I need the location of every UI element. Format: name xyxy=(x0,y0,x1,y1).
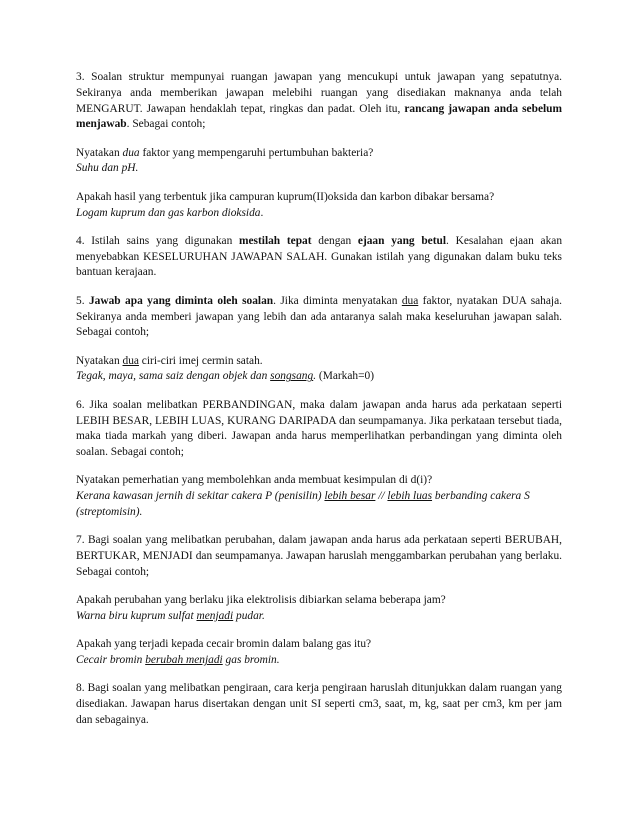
a-text: Warna biru kuprum sulfat xyxy=(76,610,197,623)
a-text: Kerana kawasan jernih di sekitar cakera P (penisilin) xyxy=(76,490,325,503)
a-text: berbanding cakera S (streptomisin). xyxy=(76,490,530,519)
p4-bold-1: mestilah tepat xyxy=(239,234,312,247)
paragraph-4 xyxy=(76,234,562,281)
example-5-question: Apakah perubahan yang berlaku jika elektrolisis dibiarkan selama beberapa jam? xyxy=(76,594,446,607)
a-text: Tegak, maya, sama saiz dengan objek dan xyxy=(76,370,271,383)
p4-text: 4. Istilah sains yang digunakan xyxy=(76,234,240,247)
paragraph-3-end: . Sebagai contoh; xyxy=(126,118,206,131)
mark-label: (Markah=0) xyxy=(316,370,375,383)
p5-underline: dua xyxy=(401,294,419,307)
example-3-answer xyxy=(76,369,562,385)
a-text: . xyxy=(313,370,317,383)
example-1-question xyxy=(76,146,562,162)
q-text: Nyatakan xyxy=(76,354,123,367)
paragraph-6: 6. Jika soalan melibatkan PERBANDINGAN, maka dalam jawapan anda harus ada perkataan seperti LEBIH BESAR, LEBIH LUAS, KURANG DARIPADA dan seumpamanya. Jika perkataan tersebut tiada, maka tiada markah yang diberi. Jawapan anda harus memperlihatkan perbandingan yang diminta oleh soalan. Sebagai contoh; xyxy=(76,398,562,459)
q-text: Nyatakan xyxy=(76,146,123,159)
paragraph-3 xyxy=(76,70,562,133)
a-text: gas bromin. xyxy=(222,654,280,667)
q-underline: dua xyxy=(122,354,139,367)
paragraph-7: 7. Bagi soalan yang melibatkan perubahan, dalam jawapan anda harus ada perkataan seperti BERUBAH, BERTUKAR, MENJADI dan seumpamanya. Jawapan haruslah menggambarkan perubahan yang berlaku. Sebagai contoh; xyxy=(76,534,562,578)
a-end: . xyxy=(260,206,264,219)
q-text: faktor yang mempengaruhi pertumbuhan bakteria? xyxy=(139,146,374,159)
paragraph-8: 8. Bagi soalan yang melibatkan pengiraan, cara kerja pengiraan haruslah ditunjukkan dalam ruangan yang disediakan. Jawapan harus disertakan dengan unit SI seperti cm3, saat, m, kg, saat per cm3, km per jam dan sebagainya. xyxy=(76,682,562,726)
paragraph-3-text: 3. Soalan struktur mempunyai ruangan jawapan yang mencukupi untuk jawapan yang sepatutnya. Sekiranya anda memberikan jawapan melebihi ruangan yang disediakan maknanya anda telah MENGARUT. Jawapan hendaklah tepat, ringkas dan padat. Oleh itu, xyxy=(76,71,562,115)
example-4 xyxy=(76,473,562,520)
p5-text: faktor, nyatakan DUA sahaja. Sekiranya anda memberi jawapan yang lebih dan ada antaranya salah maka keseluruhan jawapan salah. Sebagai contoh; xyxy=(76,294,563,339)
p4-text: dengan xyxy=(311,234,358,247)
a-underline: songsang xyxy=(270,370,314,383)
p4-bold-2: ejaan yang betul xyxy=(357,234,447,247)
a-text: Logam kuprum dan gas karbon dioksida xyxy=(76,206,261,219)
a-text: // xyxy=(375,490,388,503)
p5-text: . Jika diminta menyatakan xyxy=(273,294,402,307)
example-4-question: Nyatakan pemerhatian yang membolehkan anda membuat kesimpulan di d(i)? xyxy=(76,474,433,487)
example-3-question xyxy=(76,354,562,370)
a-text: Cecair bromin xyxy=(76,654,146,667)
example-4-answer xyxy=(76,489,562,521)
paragraph-3-bold: rancang jawapan anda sebelum menjawab xyxy=(76,102,562,131)
a-underline: menjadi xyxy=(196,610,234,623)
p5-bold: Jawab apa yang diminta oleh soalan xyxy=(88,294,274,307)
example-5 xyxy=(76,593,562,625)
p4-text: . Kesalahan ejaan akan menyebabkan KESELURUHAN JAWAPAN SALAH. Gunakan istilah yang digunakan dalam buku teks bantuan kerajaan. xyxy=(76,234,563,279)
p5-num: 5. xyxy=(76,294,89,307)
example-1-answer: Suhu dan pH. xyxy=(76,162,139,175)
example-6 xyxy=(76,637,562,669)
example-3 xyxy=(76,354,562,386)
example-2-question: Apakah hasil yang terbentuk jika campuran kuprum(II)oksida dan karbon dibakar bersama? xyxy=(76,190,495,203)
a-underline: berubah menjadi xyxy=(145,654,223,667)
q-text: ciri-ciri imej cermin satah. xyxy=(138,354,263,367)
a-underline: lebih besar xyxy=(324,490,376,503)
example-2 xyxy=(76,190,562,222)
document-page xyxy=(76,70,562,729)
q-emphasis: dua xyxy=(122,146,140,159)
example-5-answer xyxy=(76,609,562,625)
example-1 xyxy=(76,146,562,178)
example-2-answer xyxy=(76,206,562,222)
a-text: pudar. xyxy=(233,610,265,623)
example-6-question: Apakah yang terjadi kepada cecair bromin dalam balang gas itu? xyxy=(76,638,372,651)
a-underline: lebih luas xyxy=(387,490,433,503)
paragraph-5 xyxy=(76,294,562,341)
example-6-answer xyxy=(76,653,562,669)
